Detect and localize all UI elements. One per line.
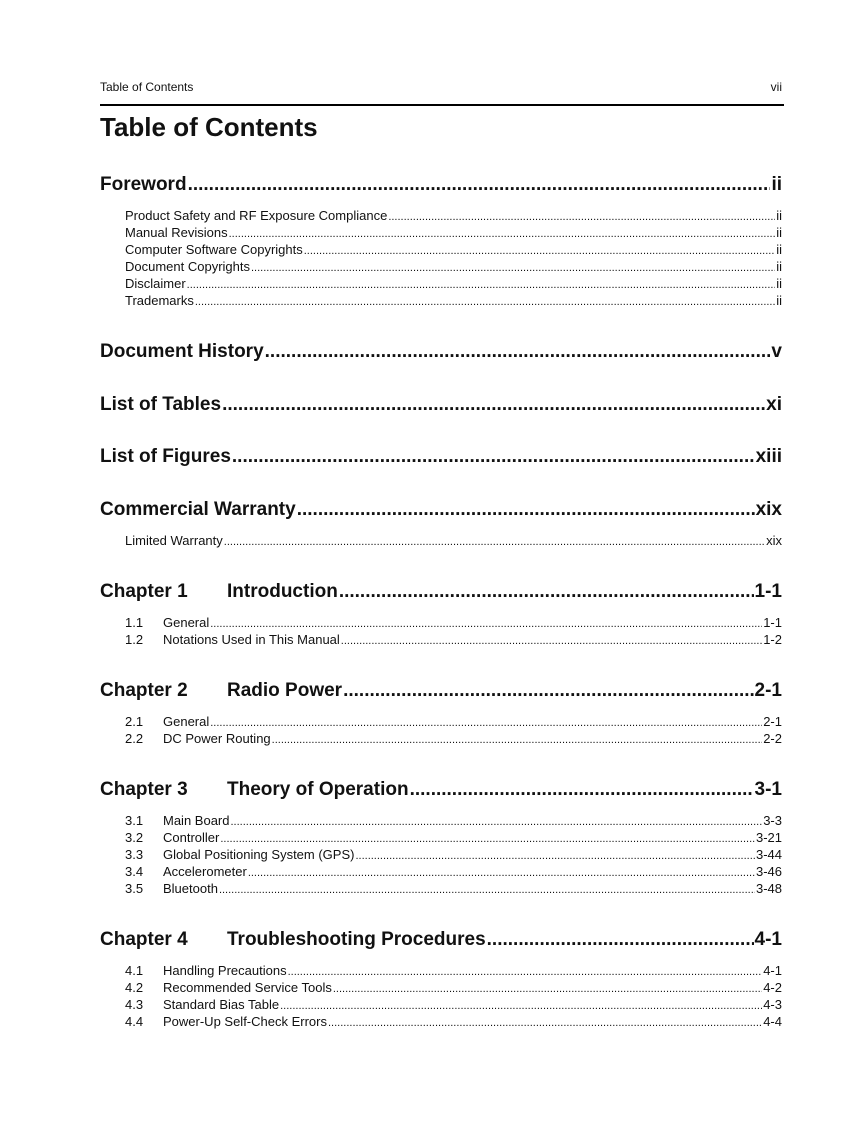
toc-section-entry[interactable]: [100, 779, 782, 803]
section-title: Theory of Operation: [227, 779, 409, 800]
dot-leader: [288, 963, 763, 978]
toc-subsection-entry[interactable]: [100, 813, 782, 829]
toc-subsection-entry[interactable]: [100, 533, 782, 549]
section-title: Document History: [100, 341, 264, 362]
dot-leader: [188, 174, 771, 196]
dot-leader: [328, 1014, 762, 1029]
subsection-page-number: 4-2: [763, 980, 782, 995]
dot-leader: [195, 293, 775, 308]
subsection-page-number: 4-4: [763, 1014, 782, 1029]
dot-leader: [248, 864, 755, 879]
subsection-title: Power-Up Self-Check Errors: [163, 1014, 327, 1029]
dot-leader: [229, 225, 776, 240]
subsection-title: Computer Software Copyrights: [125, 242, 303, 257]
subsection-page-number: 3-48: [755, 881, 782, 896]
section-title: List of Tables: [100, 394, 222, 415]
dot-leader: [487, 929, 754, 951]
subsection-title: DC Power Routing: [163, 731, 271, 746]
dot-leader: [355, 847, 755, 862]
subsection-title: Handling Precautions: [163, 963, 287, 978]
header-rule: [100, 104, 784, 106]
toc-subsection-entry[interactable]: [100, 293, 782, 309]
subsection-page-number: 4-1: [763, 963, 782, 978]
section-page-number: 2-1: [754, 680, 782, 701]
dot-leader: [187, 276, 776, 291]
running-header-page-number: vii: [770, 80, 782, 94]
subsection-title: General: [163, 615, 210, 630]
toc-subsection-entry[interactable]: [100, 615, 782, 631]
toc-subsection-entry[interactable]: [100, 997, 782, 1013]
section-title: Radio Power: [227, 680, 343, 701]
dot-leader: [410, 779, 754, 801]
subsection-title: Main Board: [163, 813, 230, 828]
subsection-page-number: 4-3: [763, 997, 782, 1012]
subsection-page-number: ii: [776, 208, 782, 223]
dot-leader: [232, 446, 755, 468]
dot-leader: [222, 394, 765, 416]
toc-section-entry[interactable]: [100, 446, 782, 470]
section-page-number: 4-1: [754, 929, 782, 950]
toc-subsection-entry[interactable]: [100, 276, 782, 292]
toc-subsection-entry[interactable]: [100, 632, 782, 648]
page-title: Table of Contents: [100, 112, 318, 142]
subsection-number: 2.2: [125, 731, 144, 746]
toc-section-entry[interactable]: [100, 680, 782, 704]
section-page-number: xiii: [755, 446, 782, 467]
section-title: Commercial Warranty: [100, 499, 296, 520]
chapter-number: Chapter 4: [100, 929, 188, 950]
dot-leader: [343, 680, 753, 702]
subsection-title: Recommended Service Tools: [163, 980, 332, 995]
toc-subsection-entry[interactable]: [100, 864, 782, 880]
dot-leader: [251, 259, 775, 274]
toc-subsection-entry[interactable]: [100, 881, 782, 897]
dot-leader: [341, 632, 762, 647]
subsection-number: 3.3: [125, 847, 144, 862]
dot-leader: [304, 242, 775, 257]
dot-leader: [388, 208, 775, 223]
subsection-page-number: ii: [776, 225, 782, 240]
toc-subsection-entry[interactable]: [100, 208, 782, 224]
dot-leader: [230, 813, 762, 828]
dot-leader: [265, 341, 771, 363]
section-page-number: ii: [771, 174, 782, 195]
subsection-page-number: 3-44: [755, 847, 782, 862]
subsection-title: Bluetooth: [163, 881, 218, 896]
subsection-page-number: 2-2: [763, 731, 782, 746]
section-title: Foreword: [100, 174, 187, 195]
subsection-title: Disclaimer: [125, 276, 186, 291]
dot-leader: [210, 714, 762, 729]
subsection-title: Accelerometer: [163, 864, 247, 879]
subsection-number: 3.1: [125, 813, 144, 828]
subsection-title: Limited Warranty: [125, 533, 223, 548]
subsection-title: Controller: [163, 830, 220, 845]
subsection-page-number: 2-1: [763, 714, 782, 729]
subsection-page-number: 3-3: [763, 813, 782, 828]
toc-section-entry[interactable]: [100, 581, 782, 605]
subsection-number: 3.2: [125, 830, 144, 845]
subsection-page-number: 1-1: [763, 615, 782, 630]
subsection-title: General: [163, 714, 210, 729]
dot-leader: [224, 533, 765, 548]
subsection-number: 3.4: [125, 864, 144, 879]
subsection-number: 4.2: [125, 980, 144, 995]
section-title: Troubleshooting Procedures: [227, 929, 486, 950]
toc-section-entry[interactable]: [100, 499, 782, 523]
toc-section-entry[interactable]: [100, 929, 782, 953]
subsection-page-number: 3-46: [755, 864, 782, 879]
subsection-number: 1.1: [125, 615, 144, 630]
toc-subsection-entry[interactable]: [100, 1014, 782, 1030]
dot-leader: [280, 997, 762, 1012]
toc-section-entry[interactable]: [100, 394, 782, 418]
toc-section-entry[interactable]: [100, 174, 782, 198]
chapter-number: Chapter 1: [100, 581, 188, 602]
section-page-number: xi: [766, 394, 782, 415]
subsection-page-number: ii: [776, 242, 782, 257]
toc-subsection-entry[interactable]: [100, 714, 782, 730]
subsection-page-number: ii: [776, 276, 782, 291]
dot-leader: [333, 980, 762, 995]
section-page-number: 3-1: [754, 779, 782, 800]
toc-subsection-entry[interactable]: [100, 847, 782, 863]
toc-subsection-entry[interactable]: [100, 963, 782, 979]
subsection-page-number: ii: [776, 293, 782, 308]
running-header-title: Table of Contents: [100, 80, 194, 94]
chapter-number: Chapter 3: [100, 779, 188, 800]
subsection-number: 2.1: [125, 714, 144, 729]
toc-subsection-entry[interactable]: [100, 242, 782, 258]
toc-subsection-entry[interactable]: [100, 731, 782, 747]
dot-leader: [220, 830, 755, 845]
subsection-number: 1.2: [125, 632, 144, 647]
subsection-number: 3.5: [125, 881, 144, 896]
subsection-number: 4.1: [125, 963, 144, 978]
dot-leader: [210, 615, 762, 630]
subsection-title: Global Positioning System (GPS): [163, 847, 355, 862]
subsection-title: Notations Used in This Manual: [163, 632, 340, 647]
section-title: List of Figures: [100, 446, 231, 467]
subsection-title: Standard Bias Table: [163, 997, 280, 1012]
subsection-page-number: 3-21: [755, 830, 782, 845]
dot-leader: [297, 499, 755, 521]
dot-leader: [339, 581, 754, 603]
subsection-page-number: xix: [766, 533, 782, 548]
section-page-number: 1-1: [754, 581, 782, 602]
document-page: [100, 0, 782, 1122]
subsection-title: Trademarks: [125, 293, 194, 308]
chapter-number: Chapter 2: [100, 680, 188, 701]
subsection-page-number: 1-2: [763, 632, 782, 647]
toc-subsection-entry[interactable]: [100, 830, 782, 846]
toc-subsection-entry[interactable]: [100, 980, 782, 996]
toc-section-entry[interactable]: [100, 341, 782, 365]
section-page-number: xix: [755, 499, 782, 520]
toc-subsection-entry[interactable]: [100, 259, 782, 275]
dot-leader: [219, 881, 755, 896]
section-title: Introduction: [227, 581, 338, 602]
dot-leader: [272, 731, 763, 746]
subsection-number: 4.4: [125, 1014, 144, 1029]
section-page-number: v: [771, 341, 782, 362]
toc-subsection-entry[interactable]: [100, 225, 782, 241]
subsection-title: Document Copyrights: [125, 259, 250, 274]
subsection-page-number: ii: [776, 259, 782, 274]
subsection-number: 4.3: [125, 997, 144, 1012]
subsection-title: Product Safety and RF Exposure Compliance: [125, 208, 388, 223]
subsection-title: Manual Revisions: [125, 225, 228, 240]
